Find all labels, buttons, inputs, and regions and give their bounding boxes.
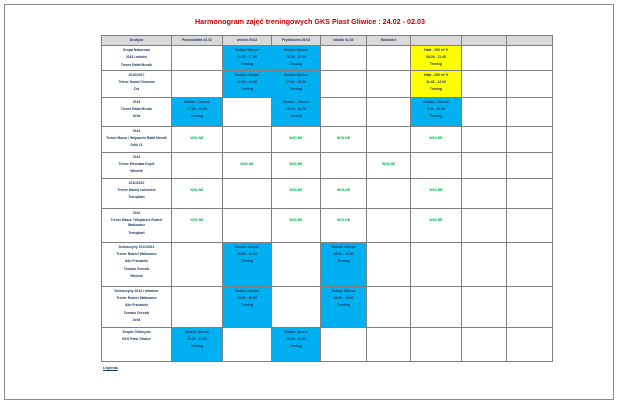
training-line: Boisko Obrzeż — [235, 244, 259, 249]
training-line: Boisko Obrzeż — [331, 288, 356, 293]
training-line: Trening — [289, 344, 303, 349]
team-label-line: Dziewczyny 2011/2012 — [118, 244, 155, 249]
free-label: WOLNE — [289, 187, 303, 192]
team-label-line: 2014 — [132, 128, 141, 133]
empty-cell — [223, 327, 272, 361]
empty-cell — [462, 97, 507, 126]
empty-cell — [321, 97, 367, 126]
table-row — [102, 208, 553, 242]
team-label-line: Trener Dawid Chułowa — [118, 80, 155, 85]
free-label: WOLNE — [429, 135, 443, 140]
training-line: Boisko Obrzeż — [235, 72, 259, 77]
team-label-line: Orlik — [132, 318, 141, 323]
training-line: Trening — [240, 62, 254, 67]
training-line: Boisko - Obrzeż — [283, 99, 309, 104]
empty-cell — [462, 152, 507, 178]
empty-cell — [367, 126, 411, 152]
training-cell — [223, 286, 272, 327]
empty-cell — [367, 242, 411, 286]
free-label: WOLNE — [429, 217, 443, 222]
table-row — [102, 70, 553, 97]
team-label-line: 2010 — [132, 210, 141, 215]
empty-cell — [462, 242, 507, 286]
training-line: Trening — [337, 259, 350, 264]
free-cell — [223, 152, 272, 178]
team-cell — [102, 286, 172, 327]
team-label-line: Trener Mazur / Wojaarcie Rafał Mrozik — [106, 136, 167, 141]
empty-cell — [321, 46, 367, 71]
training-line: Boisko Obrzeż — [331, 244, 356, 249]
team-label-line: Trenqikart — [128, 230, 145, 235]
empty-cell — [223, 208, 272, 242]
team-label-line: Zespół Oldboyów — [122, 329, 151, 334]
training-line: Trening — [289, 87, 303, 92]
training-line: Boisko Obrzeż — [235, 288, 259, 293]
training-line: Hala - 250 m² 5 — [424, 72, 448, 77]
table-row — [102, 242, 553, 286]
training-line: 18.30 - 20.00 — [237, 252, 257, 256]
training-line: 20.00 - 21.00 — [187, 337, 207, 341]
empty-cell — [507, 46, 553, 71]
schedule-table — [101, 35, 553, 362]
empty-cell — [172, 70, 223, 97]
team-label-line: Alin Franzaetz — [125, 259, 148, 264]
training-line: Trening — [289, 114, 303, 119]
free-label: WOLNE — [289, 217, 303, 222]
free-label: WOLNE — [336, 217, 351, 222]
training-line: 17.30 - 18.30 — [237, 80, 257, 84]
free-cell — [411, 178, 462, 208]
empty-cell — [367, 286, 411, 327]
training-line: Boisko Obrzeż — [284, 72, 308, 77]
empty-cell — [507, 327, 553, 361]
training-line: 18.00 - 19.30 — [333, 252, 354, 256]
team-label-line: Wiedzik — [130, 274, 143, 279]
team-label-line: 2011/2012 — [128, 180, 145, 185]
empty-cell — [367, 97, 411, 126]
training-line: 18.30 - 20.00 — [237, 296, 257, 300]
free-label: WOLNE — [381, 161, 396, 166]
training-cell — [411, 97, 462, 126]
empty-cell — [321, 327, 367, 361]
training-cell — [223, 242, 272, 286]
empty-cell — [172, 242, 223, 286]
table-row — [102, 327, 553, 361]
free-label: WOLNE — [190, 217, 204, 222]
training-line: 20.30 - 21.30 — [286, 337, 306, 341]
training-line: Trening — [240, 87, 254, 92]
training-line: Boisko Obrzeż — [284, 329, 308, 334]
free-label: WOLNE — [190, 187, 204, 192]
team-cell — [102, 327, 172, 361]
training-cell — [172, 97, 223, 126]
team-label-line: Dziewczyny 2014 i młodsze — [114, 288, 159, 293]
training-line: 9.00 - 10.30 — [426, 107, 446, 111]
team-label-line: GKS Piast Gliwice — [121, 337, 152, 342]
team-cell — [102, 97, 172, 126]
empty-cell — [223, 126, 272, 152]
free-cell — [321, 178, 367, 208]
empty-cell — [367, 327, 411, 361]
team-label-line: Trener Mirosław Kuyik — [118, 162, 155, 167]
empty-cell — [411, 327, 462, 361]
empty-cell — [172, 152, 223, 178]
training-cell — [411, 70, 462, 97]
training-line: Boisko - Obrzeż — [423, 99, 449, 104]
column-header: wtorek 25.02 — [223, 36, 272, 46]
training-line: Trening — [190, 344, 204, 349]
team-label-line: Orlik 11 — [130, 143, 143, 148]
team-label-line: Alin Franzaetz — [125, 303, 148, 308]
column-header: Drużyna — [102, 36, 172, 46]
training-cell — [321, 286, 367, 327]
training-cell — [321, 242, 367, 286]
empty-cell — [321, 152, 367, 178]
empty-cell — [223, 97, 272, 126]
team-label-line: Trener Robert Walkowicz — [116, 252, 157, 257]
team-cell — [102, 46, 172, 71]
training-line: Trening — [289, 62, 303, 67]
free-cell — [172, 126, 223, 152]
team-label-line: Wiedzik — [130, 169, 143, 174]
training-line: Trening — [190, 114, 204, 119]
empty-cell — [367, 178, 411, 208]
empty-cell — [507, 152, 553, 178]
free-label: WOLNE — [429, 187, 443, 192]
team-label-line: Trener Rafał Mrozik — [120, 62, 153, 67]
empty-cell — [462, 327, 507, 361]
table-row — [102, 178, 553, 208]
empty-cell — [462, 208, 507, 242]
empty-cell — [507, 178, 553, 208]
free-cell — [321, 208, 367, 242]
team-cell — [102, 152, 172, 178]
empty-cell — [462, 126, 507, 152]
table-row — [102, 97, 553, 126]
free-label: WOLNE — [336, 135, 351, 140]
column-header: Prydeidziek 26.02 — [272, 36, 321, 46]
free-label: WOLNE — [240, 161, 254, 166]
free-cell — [411, 208, 462, 242]
training-cell — [172, 327, 223, 361]
empty-cell — [172, 46, 223, 71]
empty-cell — [462, 178, 507, 208]
training-cell — [223, 46, 272, 71]
training-line: Boisko - Obrzeż — [184, 99, 210, 104]
header-row — [102, 36, 553, 46]
training-cell — [411, 46, 462, 71]
empty-cell — [507, 286, 553, 327]
team-label-line: Orlik — [132, 114, 141, 119]
legend-link[interactable]: Legenda — [103, 366, 118, 370]
free-cell — [367, 152, 411, 178]
training-line: 17.30 - 18.30 — [286, 80, 306, 84]
empty-cell — [411, 242, 462, 286]
empty-cell — [507, 97, 553, 126]
team-cell — [102, 208, 172, 242]
training-line: Hala - 250 m² 5 — [424, 48, 448, 52]
empty-cell — [462, 286, 507, 327]
column-header: Nidziela 0 — [367, 36, 411, 46]
training-line: 08.00 - 11.45 — [426, 55, 446, 60]
team-cell — [102, 126, 172, 152]
team-label-line: Grupa Naborowa — [122, 48, 151, 52]
free-cell — [172, 178, 223, 208]
team-label-line: Tomasz Greczik — [123, 266, 150, 271]
training-line: 11.45 - 13.00 — [426, 80, 446, 84]
free-label: WOLNE — [190, 135, 204, 140]
free-cell — [411, 126, 462, 152]
table-row — [102, 46, 553, 71]
training-cell — [272, 46, 321, 71]
empty-cell — [507, 70, 553, 97]
empty-cell — [507, 242, 553, 286]
table-row — [102, 126, 553, 152]
empty-cell — [272, 242, 321, 286]
training-line: Trening — [429, 87, 443, 92]
empty-cell — [507, 208, 553, 242]
empty-cell — [367, 70, 411, 97]
training-line: Boisko Obrzeż — [235, 48, 259, 52]
free-cell — [172, 208, 223, 242]
team-label-line: Trener Maciej Łukowski — [117, 188, 156, 193]
training-line: 18.30 - 19.70 — [286, 107, 306, 111]
training-line: Boisko Obrzeż — [284, 48, 308, 52]
training-cell — [272, 327, 321, 361]
team-cell — [102, 178, 172, 208]
empty-cell — [367, 208, 411, 242]
empty-cell — [462, 46, 507, 71]
table-row — [102, 286, 553, 327]
free-cell — [272, 178, 321, 208]
empty-cell — [272, 286, 321, 327]
column-header: Idówik 01.03 — [321, 36, 367, 46]
team-label-line: Trenqikart — [128, 195, 145, 200]
page-title: Harmonogram zajęć treningowych GKS Piast Gliwice : 24.02 - 02.03 — [194, 17, 426, 26]
free-cell — [272, 126, 321, 152]
team-label-line: 2013 — [132, 154, 141, 159]
team-label-line: 2015 — [132, 99, 141, 104]
training-cell — [272, 97, 321, 126]
training-line: Trening — [429, 114, 443, 119]
column-header: Poniedziałek 24.02 — [172, 36, 223, 46]
team-cell — [102, 242, 172, 286]
training-line: Trening — [337, 303, 350, 308]
empty-cell — [462, 70, 507, 97]
team-label-line: 2016/2017 — [128, 72, 145, 77]
empty-cell — [411, 152, 462, 178]
empty-cell — [367, 46, 411, 71]
free-cell — [321, 126, 367, 152]
team-cell — [102, 70, 172, 97]
free-cell — [272, 208, 321, 242]
empty-cell — [411, 286, 462, 327]
table-row — [102, 152, 553, 178]
free-label: WOLNE — [289, 135, 303, 140]
team-label-line: Tomasz Greczik — [123, 310, 150, 315]
free-label: WOLNE — [336, 187, 351, 192]
training-line: 18.00 - 19.30 — [333, 296, 354, 300]
column-header — [507, 36, 553, 46]
empty-cell — [223, 178, 272, 208]
training-line: 17.00 - 18.30 — [187, 107, 207, 111]
training-cell — [272, 70, 321, 97]
training-line: Trening — [429, 62, 443, 67]
team-label-line: Trener Mazur / Wojaarcie Robert Walkowicz — [110, 218, 163, 228]
training-line: Trening — [240, 259, 254, 264]
free-cell — [272, 152, 321, 178]
empty-cell — [321, 70, 367, 97]
training-line: Boisko Obrzeż — [185, 329, 209, 334]
team-label-line: Zeż — [133, 87, 140, 92]
team-label-line: 2018 i młodsi — [125, 55, 148, 60]
team-label-line: Trener Rafał Mrozik — [120, 107, 153, 112]
training-line: Trening — [240, 303, 254, 308]
training-cell — [223, 70, 272, 97]
free-label: WOLNE — [289, 161, 303, 166]
empty-cell — [172, 286, 223, 327]
training-line: 16.30 - 17.30 — [237, 55, 257, 60]
team-label-line: Trener Robert Walkowicz — [116, 296, 157, 301]
empty-cell — [507, 126, 553, 152]
column-header — [462, 36, 507, 46]
training-line: 16.30 - 17.30 — [286, 55, 306, 60]
column-header — [411, 36, 462, 46]
